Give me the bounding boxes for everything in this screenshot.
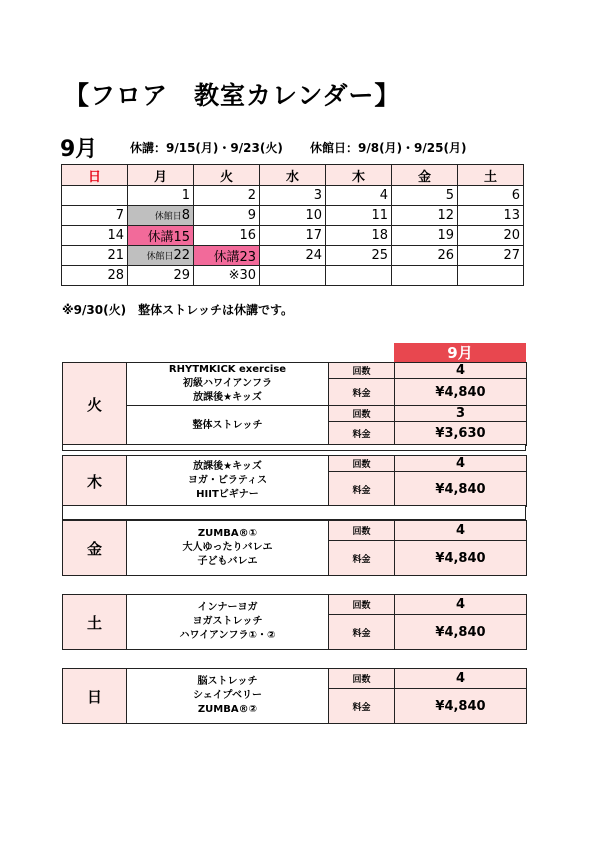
day-number: 8 [181, 208, 190, 223]
fee-value: ¥4,840 [395, 379, 527, 406]
calendar-note: ※9/30(火) 整体ストレッチは休講です。 [62, 303, 293, 317]
fee-value: ¥3,630 [395, 422, 527, 446]
week-row [62, 266, 524, 286]
day-cell: 18 [326, 226, 392, 246]
day-cell-empty [62, 186, 128, 206]
week-row [62, 206, 524, 226]
day-cell: ※30 [194, 266, 260, 286]
day-cell: 16 [194, 226, 260, 246]
count-label: 回数 [329, 595, 395, 615]
day-cell: 17 [260, 226, 326, 246]
week-row [62, 186, 524, 206]
day-cell: 12 [392, 206, 458, 226]
class-name: RHYTMKICK exercise [168, 364, 287, 375]
week-row [62, 246, 524, 266]
page-title: 【フロア 教室カレンダー】 [64, 81, 401, 110]
section-divider [62, 505, 526, 520]
section-divider [62, 444, 526, 451]
weekday-fri: 金 [392, 165, 458, 186]
weekday-wed: 水 [260, 165, 326, 186]
closed-tag: 休館日 [146, 252, 174, 262]
fee-label: 料金 [329, 615, 395, 650]
weekday-sun: 日 [62, 165, 128, 186]
schedule-sunday [62, 668, 527, 724]
class-name: シェイプベリー [192, 690, 263, 701]
weekday-tue: 火 [194, 165, 260, 186]
day-cell: 7 [62, 206, 128, 226]
fee-value: ¥4,840 [395, 689, 527, 724]
day-cell-empty [326, 266, 392, 286]
closure-dates: 休講：9/15(月)・9/23(火) [130, 141, 283, 155]
class-name: 放課後★キッズ [193, 461, 262, 472]
count-value: 4 [395, 669, 527, 689]
class-name: ZUMBA®② [197, 704, 258, 715]
day-label-sat: 土 [63, 595, 127, 650]
class-name: 大人ゆったりバレエ [182, 542, 273, 553]
day-cell: 14 [62, 226, 128, 246]
class-name: インナーヨガ [197, 602, 258, 613]
count-label: 回数 [329, 521, 395, 541]
class-name: HIITビギナー [196, 489, 259, 500]
day-cell: 1 [128, 186, 194, 206]
weekday-mon: 月 [128, 165, 194, 186]
day-cell: 20 [458, 226, 524, 246]
day-cell: 5 [392, 186, 458, 206]
day-cell-cancelled [194, 246, 260, 266]
week-row [62, 226, 524, 246]
day-cell: 13 [458, 206, 524, 226]
day-cell: 3 [260, 186, 326, 206]
holiday-dates: 休館日：9/8(月)・9/25(月) [310, 141, 467, 155]
day-cell: 25 [326, 246, 392, 266]
closed-tag: 休館日 [154, 212, 182, 222]
count-value: 3 [395, 406, 527, 422]
class-list [127, 363, 329, 406]
day-cell-cancelled [128, 226, 194, 246]
fee-label: 料金 [329, 689, 395, 724]
class-list [127, 669, 329, 724]
count-value: 4 [395, 456, 527, 472]
class-name: 放課後★キッズ [193, 392, 262, 403]
day-cell-closed [128, 206, 194, 226]
day-number: 15 [173, 230, 190, 245]
day-cell: 4 [326, 186, 392, 206]
monthly-calendar [61, 164, 524, 286]
count-label: 回数 [329, 406, 395, 422]
cancel-tag: 休講 [213, 250, 240, 265]
fee-label: 料金 [329, 541, 395, 576]
day-cell-empty [392, 266, 458, 286]
class-name: ヨガ・ピラティス [187, 475, 268, 486]
day-cell: 2 [194, 186, 260, 206]
month-badge: 9月 [394, 343, 526, 363]
class-name: 脳ストレッチ [197, 676, 258, 687]
day-cell: 19 [392, 226, 458, 246]
day-number: 22 [173, 248, 190, 263]
day-label-fri: 金 [63, 521, 127, 576]
count-value: 4 [395, 595, 527, 615]
weekday-header-row [62, 165, 524, 186]
day-cell-empty [260, 266, 326, 286]
count-label: 回数 [329, 669, 395, 689]
day-cell: 24 [260, 246, 326, 266]
class-list [127, 456, 329, 507]
cancel-tag: 休講 [147, 230, 174, 245]
day-label-tue: 火 [63, 363, 127, 446]
class-name: 初級ハワイアンフラ [183, 378, 272, 389]
fee-value: ¥4,840 [395, 615, 527, 650]
schedule-saturday [62, 594, 527, 650]
class-list [127, 595, 329, 650]
class-list [127, 406, 329, 446]
fee-label: 料金 [329, 472, 395, 507]
count-label: 回数 [329, 456, 395, 472]
fee-label: 料金 [329, 422, 395, 446]
class-name: 子どもバレエ [197, 556, 258, 567]
calendar-month-label: 9月 [60, 137, 98, 162]
day-cell: 11 [326, 206, 392, 226]
class-name: ZUMBA®① [197, 528, 258, 539]
day-cell: 6 [458, 186, 524, 206]
count-value: 4 [395, 521, 527, 541]
day-cell: 10 [260, 206, 326, 226]
day-cell: 27 [458, 246, 524, 266]
day-number: 23 [239, 250, 256, 265]
class-name: 整体ストレッチ [192, 419, 263, 431]
class-name: ハワイアンフラ①・② [179, 630, 276, 641]
schedule-thursday [62, 455, 527, 507]
fee-value: ¥4,840 [395, 541, 527, 576]
day-label-thu: 木 [63, 456, 127, 507]
day-label-sun: 日 [63, 669, 127, 724]
day-cell: 29 [128, 266, 194, 286]
day-cell: 9 [194, 206, 260, 226]
count-label: 回数 [329, 363, 395, 379]
schedule-tuesday [62, 362, 527, 446]
day-cell: 26 [392, 246, 458, 266]
class-list [127, 521, 329, 576]
class-name: ヨガストレッチ [192, 616, 263, 627]
day-cell-empty [458, 266, 524, 286]
count-value: 4 [395, 363, 527, 379]
day-cell: 28 [62, 266, 128, 286]
schedule-friday [62, 520, 527, 576]
fee-label: 料金 [329, 379, 395, 406]
fee-value: ¥4,840 [395, 472, 527, 507]
weekday-thu: 木 [326, 165, 392, 186]
day-cell: 21 [62, 246, 128, 266]
weekday-sat: 土 [458, 165, 524, 186]
day-cell-closed [128, 246, 194, 266]
